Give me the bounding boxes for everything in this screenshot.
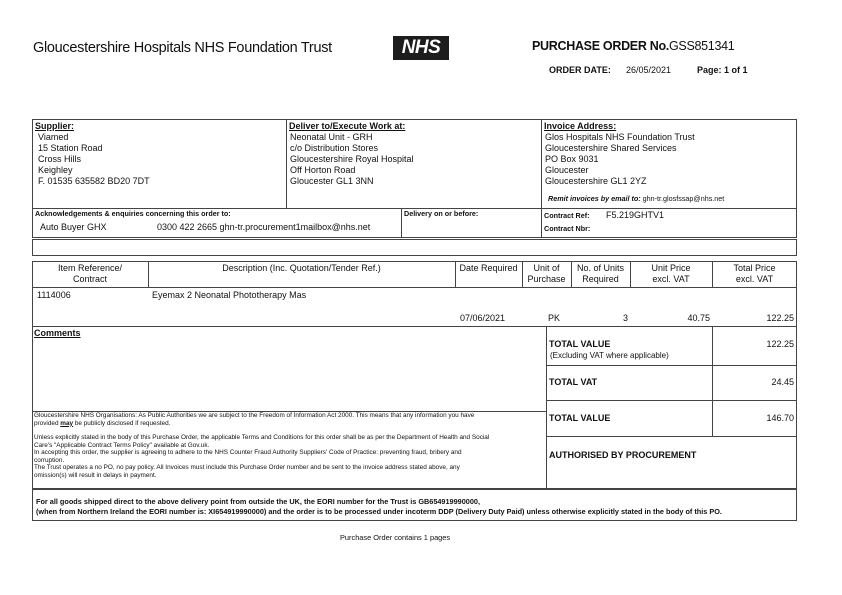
col-units-required: [571, 263, 630, 285]
deliver-line: c/o Distribution Stores: [290, 143, 379, 153]
total-vat-label: TOTAL VAT: [549, 377, 598, 387]
supplier-line: Keighley: [38, 165, 73, 175]
po-title: [532, 39, 734, 53]
invoice-line: Gloucestershire GL1 2YZ: [545, 176, 647, 186]
row-unit-price: 40.75: [687, 313, 710, 323]
contract-ref-label: Contract Ref:: [544, 211, 590, 220]
invoice-line: PO Box 9031: [545, 154, 599, 164]
eori-notice: [36, 497, 722, 517]
ack-label: Acknowledgements & enquiries concerning this order to:: [35, 209, 231, 218]
blank-row: [32, 239, 797, 256]
page-indicator: Page: 1 of 1: [697, 65, 748, 75]
supplier-line: F. 01535 635582 BD20 7DT: [38, 176, 150, 186]
foi-line: [34, 420, 544, 428]
remit-label: Remit invoices by email to:: [548, 194, 641, 203]
col-item-ref-line1: Item Reference/: [57, 263, 123, 273]
foi-emphasis: may: [60, 419, 74, 427]
col-total-price-line2: excl. VAT: [735, 274, 774, 284]
terms-line: In accepting this order, the supplier is agreeing to adhere to the NHS Counter Fraud Authority Suppliers' Code of Practice: preventing fraud, bribery and: [34, 449, 462, 457]
remit-email-address: ghn-tr.glosfssap@nhs.net: [642, 194, 725, 203]
contract-ref-value: F5.219GHTV1: [606, 210, 665, 220]
terms-line: The Trust operates a no PO, no pay policy. All Invoices must include this Purchase Order number and be sent to the invoice address stated above, any: [34, 464, 460, 472]
trust-name: Gloucestershire Hospitals NHS Foundation Trust: [33, 40, 332, 56]
grand-total-label: TOTAL VALUE: [549, 413, 611, 423]
deliver-line: Gloucester GL1 3NN: [290, 176, 374, 186]
grand-total-amount: 146.70: [766, 413, 794, 423]
invoice-label: Invoice Address:: [544, 121, 617, 131]
deliver-line: Gloucestershire Royal Hospital: [290, 154, 414, 164]
deliver-line: Off Horton Road: [290, 165, 356, 175]
col-item-ref-line2: Contract: [72, 274, 107, 284]
po-title-label: PURCHASE ORDER No.: [532, 39, 669, 53]
col-total-price: [712, 263, 797, 285]
total-value-amount: 122.25: [766, 339, 794, 349]
contract-nbr-label: Contract Nbr:: [544, 224, 591, 233]
foi-line: Gloucestershire NHS Organisations: As Public Authorities we are subject to the Freedom of Information Act 2000. This means that any information you have: [34, 412, 475, 419]
delivery-before-label: Delivery on or before:: [404, 209, 479, 218]
eori-line: (when from Northern Ireland the EORI number is: XI654919990000) and the order is to be processed under incoterm DDP (Delivery Duty Paid) unless otherwise explicitly stated in the body of this PO.: [36, 507, 722, 516]
foi-notice: [34, 412, 544, 427]
total-vat-amount: 24.45: [771, 377, 794, 387]
col-unit-line2: Purchase: [527, 274, 566, 284]
invoice-line: Gloucestershire Shared Services: [545, 143, 677, 153]
col-units-required-line1: No. of Units: [576, 263, 625, 273]
terms-line: Care's "Applicable Contract Terms Policy" available at Gov.uk.: [34, 441, 210, 449]
order-date-value: 26/05/2021: [626, 65, 672, 75]
col-unit: [522, 263, 571, 285]
deliver-address: [290, 132, 414, 187]
row-item-ref: 1114006: [37, 290, 71, 300]
invoice-line: Glos Hospitals NHS Foundation Trust: [545, 132, 695, 142]
order-date-label: ORDER DATE:: [549, 65, 611, 75]
supplier-line: 15 Station Road: [38, 143, 103, 153]
pages-note: Purchase Order contains 1 pages: [340, 533, 451, 542]
terms-notice: [34, 434, 544, 480]
col-unit-price-line2: excl. VAT: [652, 274, 690, 284]
ack-contact: 0300 422 2665 ghn-tr.procurement1mailbox@nhs.net: [157, 222, 371, 232]
supplier-line: Viamed: [38, 132, 69, 142]
terms-line: corruption.: [34, 456, 65, 464]
ack-buyer: Auto Buyer GHX: [40, 222, 107, 232]
col-unit-line1: Unit of: [533, 263, 560, 273]
col-date-required: Date Required: [459, 263, 518, 273]
comments-label: Comments: [34, 328, 81, 338]
deliver-line: Neonatal Unit - GRH: [290, 132, 373, 142]
col-unit-price: [630, 263, 712, 285]
supplier-label: Supplier:: [35, 121, 75, 131]
invoice-line: Gloucester: [545, 165, 589, 175]
col-total-price-line1: Total Price: [733, 263, 776, 273]
col-description: Description (Inc. Quotation/Tender Ref.): [222, 263, 381, 273]
terms-line: omission(s) will result in delays in payment.: [34, 471, 157, 479]
nhs-logo: [393, 36, 449, 60]
po-number: GSS851341: [668, 39, 735, 53]
row-description: Eyemax 2 Neonatal Phototherapy Mas: [152, 290, 307, 300]
col-unit-price-line1: Unit Price: [651, 263, 691, 273]
row-date-required: 07/06/2021: [460, 313, 506, 323]
nhs-logo-text: NHS: [401, 37, 441, 58]
supplier-line: Cross Hills: [38, 154, 82, 164]
col-units-required-line2: Required: [582, 274, 619, 284]
foi-text: be publicly disclosed if requested.: [73, 419, 171, 427]
eori-line: For all goods shipped direct to the above delivery point from outside the UK, the EORI number for the Trust is GB654919990000,: [36, 497, 480, 506]
excl-vat-note: (Excluding VAT where applicable): [550, 351, 669, 360]
remit-email: [548, 193, 724, 204]
row-total-price: 122.25: [766, 313, 794, 323]
foi-text: provided: [34, 419, 61, 427]
row-units-required: 3: [622, 313, 628, 323]
invoice-address: [545, 132, 695, 187]
deliver-label: Deliver to/Execute Work at:: [289, 121, 406, 131]
row-unit: PK: [548, 313, 561, 323]
supplier-address: [38, 132, 150, 187]
total-value-label: TOTAL VALUE: [549, 339, 611, 349]
terms-line: Unless explicitly stated in the body of this Purchase Order, the applicable Terms and Conditions for this order shall be as per the Department of Health and Social: [34, 434, 490, 441]
col-item-ref: [32, 263, 148, 285]
authorised-by-procurement: AUTHORISED BY PROCUREMENT: [549, 450, 697, 460]
